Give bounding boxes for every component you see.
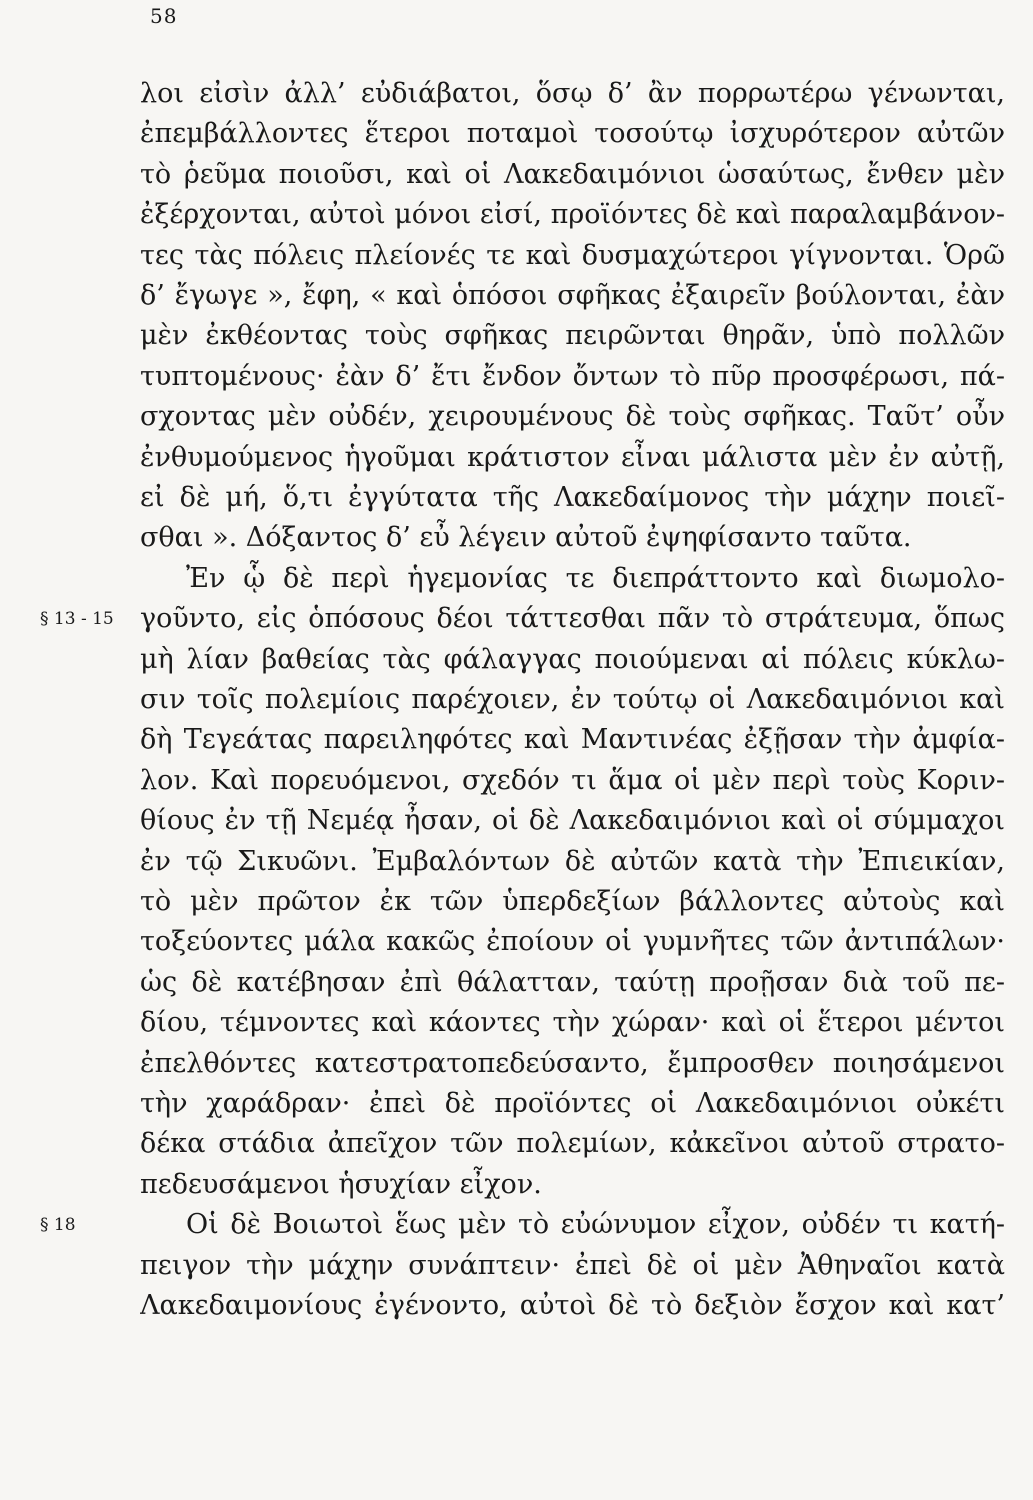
text-line: πεδευσάμενοι ἡσυχίαν εἶχον. — [140, 1168, 542, 1200]
text-line: τὴν χαράδραν· ἐπεὶ δὲ προϊόντες οἱ Λακεδαιμόνιοι οὐκέτι — [140, 1088, 1005, 1119]
text-line: ἐπελθόντες κατεστρατοπεδεύσαντο, ἔμπροσθεν ποιησάμενοι — [140, 1047, 1005, 1079]
text-line: δίου, τέμνοντες καὶ κάοντες τὴν χώραν· καὶ οἱ ἕτεροι μέντοι — [140, 1007, 1005, 1039]
text-line: εἰ δὲ μή, ὅ,τι ἐγγύτατα τῆς Λακεδαίμονος τὴν μάχην ποιεῖ- — [140, 482, 1005, 513]
section-reference: § 13 - 15 — [40, 609, 114, 630]
text-line: μὲν ἐκθέοντας τοὺς σφῆκας πειρῶνται θηρᾶν, ὑπὸ πολλῶν — [140, 320, 1005, 352]
text-line: τες τὰς πόλεις πλείονές τε καὶ δυσμαχώτεροι γίγνονται. Ὁρῶ — [140, 239, 1005, 271]
text-line: σιν τοῖς πολεμίοις παρέχοιεν, ἐν τούτῳ οἱ Λακεδαιμόνιοι καὶ — [140, 684, 1005, 715]
text-line: Οἱ δὲ Βοιωτοὶ ἕως μὲν τὸ εὐώνυμον εἶχον, οὐδέν τι κατή- — [186, 1209, 1005, 1241]
text-line: ἐπεμβάλλοντες ἕτεροι ποταμοὶ τοσούτῳ ἰσχυρότερον αὐτῶν — [140, 118, 1005, 150]
text-line: ἐξέρχονται, αὐτοὶ μόνοι εἰσί, προϊόντες δὲ καὶ παραλαμβάνον- — [140, 199, 1005, 231]
text-line: μὴ λίαν βαθείας τὰς φάλαγγας ποιούμεναι αἱ πόλεις κύκλω- — [140, 643, 1005, 675]
section-reference: § 18 — [40, 1215, 76, 1236]
text-line: δέκα στάδια ἀπεῖχον τῶν πολεμίων, κἀκεῖνοι αὐτοῦ στρατο- — [140, 1128, 1005, 1160]
text-line: τὸ μὲν πρῶτον ἐκ τῶν ὑπερδεξίων βάλλοντες αὐτοὺς καὶ — [140, 886, 1005, 917]
text-line: γοῦντο, εἰς ὁπόσους δέοι τάττεσθαι πᾶν τὸ στράτευμα, ὅπως — [140, 603, 1005, 635]
text-line: πειγον τὴν μάχην συνάπτειν· ἐπεὶ δὲ οἱ μὲν Ἀθηναῖοι κατὰ — [140, 1249, 1005, 1281]
text-line: ὡς δὲ κατέβησαν ἐπὶ θάλατταν, ταύτῃ προῇσαν διὰ τοῦ πε- — [140, 966, 1005, 998]
page-number: 58 — [150, 4, 178, 28]
text-line: θίους ἐν τῇ Νεμέᾳ ἦσαν, οἱ δὲ Λακεδαιμόνιοι καὶ οἱ σύμμαχοι — [140, 805, 1005, 837]
text-line: ἐν τῷ Σικυῶνι. Ἐμβαλόντων δὲ αὐτῶν κατὰ τὴν Ἐπιεικίαν, — [140, 845, 1005, 877]
text-line: λον. Καὶ πορευόμενοι, σχεδόν τι ἅμα οἱ μὲν περὶ τοὺς Κοριν- — [140, 764, 1005, 796]
text-line: σθαι ». Δόξαντος δ’ εὖ λέγειν αὐτοῦ ἐψηφίσαντο ταῦτα. — [140, 522, 912, 554]
text-line: δ’ ἔγωγε », ἔφη, « καὶ ὁπόσοι σφῆκας ἐξαιρεῖν βούλονται, ἐὰν — [140, 280, 1005, 311]
text-line: τυπτομένους· ἐὰν δ’ ἔτι ἔνδον ὄντων τὸ πῦρ προσφέρωσι, πά- — [140, 360, 1005, 392]
text-line: δὴ Τεγεάτας παρειληφότες καὶ Μαντινέας ἐξῇσαν τὴν ἀμφία- — [140, 724, 1005, 756]
text-line: ἐνθυμούμενος ἡγοῦμαι κράτιστον εἶναι μάλιστα μὲν ἐν αὐτῇ, — [140, 441, 1005, 473]
text-line: σχοντας μὲν οὐδέν, χειρουμένους δὲ τοὺς σφῆκας. Ταῦτ’ οὖν — [140, 401, 1005, 433]
text-line: τὸ ῥεῦμα ποιοῦσι, καὶ οἱ Λακεδαιμόνιοι ὡσαύτως, ἔνθεν μὲν — [140, 158, 1005, 190]
text-line: λοι εἰσὶν ἀλλ’ εὐδιάβατοι, ὅσῳ δ’ ἂν πορρωτέρω γένωνται, — [140, 78, 1005, 109]
text-line: τοξεύοντες μάλα κακῶς ἐποίουν οἱ γυμνῆτες τῶν ἀντιπάλων· — [140, 926, 1005, 958]
text-line: Λακεδαιμονίους ἐγένοντο, αὐτοὶ δὲ τὸ δεξιὸν ἔσχον καὶ κατ’ — [140, 1290, 1005, 1321]
text-line: Ἐν ᾧ δὲ περὶ ἡγεμονίας τε διεπράττοντο καὶ διωμολο- — [186, 562, 1005, 594]
